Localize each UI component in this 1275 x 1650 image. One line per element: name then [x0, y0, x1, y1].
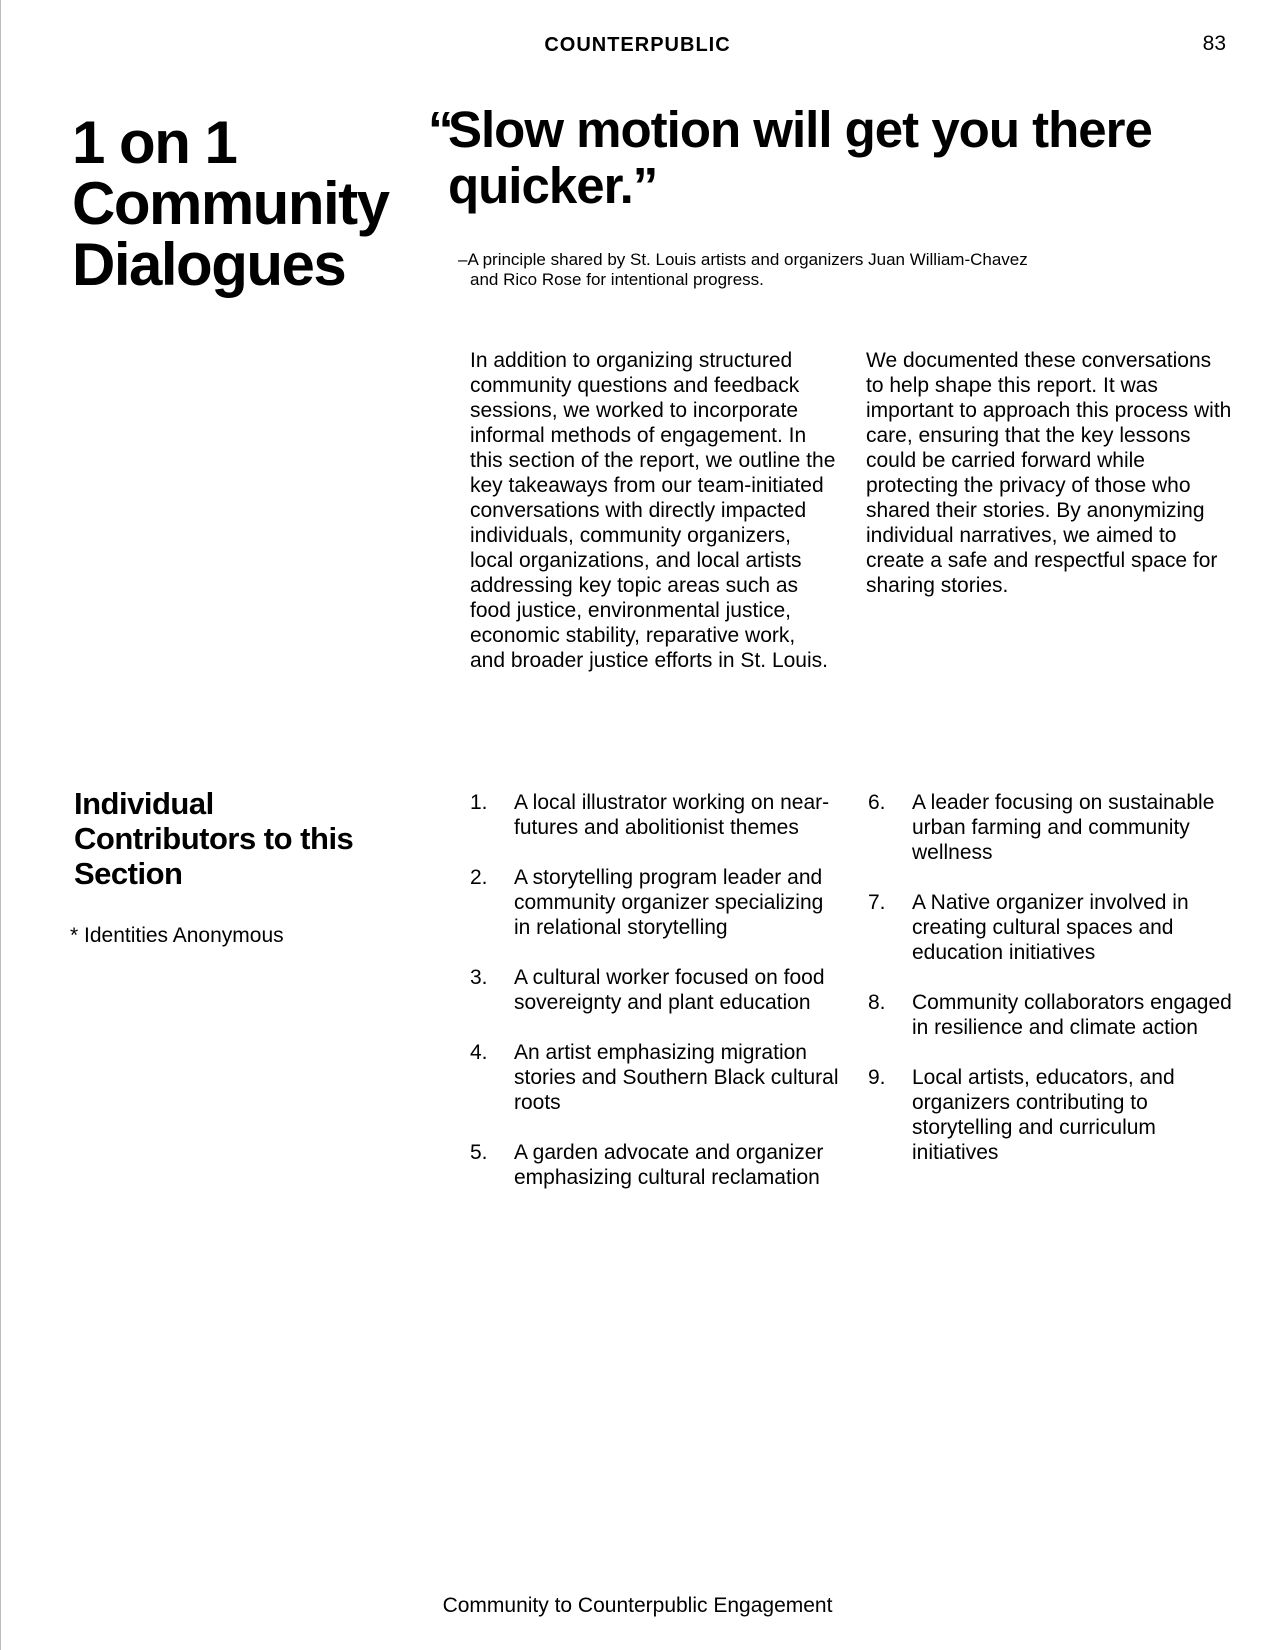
list-item: [470, 965, 840, 1015]
list-number: 3.: [470, 966, 488, 989]
list-item: [470, 1040, 840, 1115]
list-item: [868, 1065, 1238, 1165]
quote-text: Slow motion will get you there quicker.”: [448, 101, 1152, 214]
page-title: 1 on 1 Community Dialogues: [72, 109, 389, 298]
list-text: An artist emphasizing migration stories and Southern Black cultural roots: [514, 1041, 839, 1114]
list-number: 4.: [470, 1041, 488, 1064]
contributors-list-right: [868, 790, 1238, 1190]
list-item: [868, 790, 1238, 865]
intro-paragraph: In addition to organizing structured community questions and feedback sessions, we worked to incorporate informal methods of engagement. In this section of the report, we outline the key takeaways from our team-initiated conversations with directly impacted individuals, community organizers, local organizations, and local artists addressing key topic areas such as food justice, environmental justice, economic stability, reparative work, and broader justice efforts in St. Louis.: [470, 349, 836, 672]
intro-text: [470, 348, 1232, 673]
list-text: A leader focusing on sustainable urban farming and community wellness: [912, 791, 1215, 864]
list-number: 8.: [868, 991, 886, 1014]
page-footer: Community to Counterpublic Engagement: [442, 1594, 833, 1617]
list-item: [470, 790, 840, 840]
list-number: 6.: [868, 791, 886, 814]
list-text: A storytelling program leader and community organizer specializing in relational storytelling: [514, 866, 824, 939]
list-number: 7.: [868, 891, 886, 914]
list-item: [868, 990, 1238, 1040]
list-text: Local artists, educators, and organizers contributing to storytelling and curriculum initiatives: [912, 1066, 1175, 1164]
contributors-list-left: [470, 790, 840, 1215]
page-number: 83: [1202, 32, 1226, 55]
list-number: 9.: [868, 1066, 886, 1089]
list-item: [868, 890, 1238, 965]
list-item: [470, 1140, 840, 1190]
list-number: 1.: [470, 791, 488, 814]
contributors-heading: Individual Contributors to this Section: [74, 786, 354, 891]
quote-attribution: –A principle shared by St. Louis artists and organizers Juan William-Chavez and Rico Rose for intentional progress.: [458, 250, 1028, 289]
pull-quote: [428, 101, 1168, 214]
list-text: Community collaborators engaged in resilience and climate action: [912, 991, 1232, 1039]
quote-open-mark: “: [428, 101, 453, 158]
list-number: 5.: [470, 1141, 488, 1164]
brand-logo: COUNTERPUBLIC: [544, 34, 731, 56]
list-text: A cultural worker focused on food sovereignty and plant education: [514, 966, 825, 1014]
list-text: A garden advocate and organizer emphasizing cultural reclamation: [514, 1141, 824, 1189]
list-item: [470, 865, 840, 940]
page-edge-line: [0, 0, 1, 1650]
identities-note: * Identities Anonymous: [70, 924, 284, 947]
list-text: A Native organizer involved in creating cultural spaces and education initiatives: [912, 891, 1189, 964]
list-number: 2.: [470, 866, 488, 889]
intro-paragraph: We documented these conversations to help shape this report. It was important to approach this process with care, ensuring that the key lessons could be carried forward while protecting the privacy of those who shared their stories. By anonymizing individual narratives, we aimed to create a safe and respectful space for sharing stories.: [866, 349, 1232, 597]
list-text: A local illustrator working on near-futures and abolitionist themes: [514, 791, 830, 839]
